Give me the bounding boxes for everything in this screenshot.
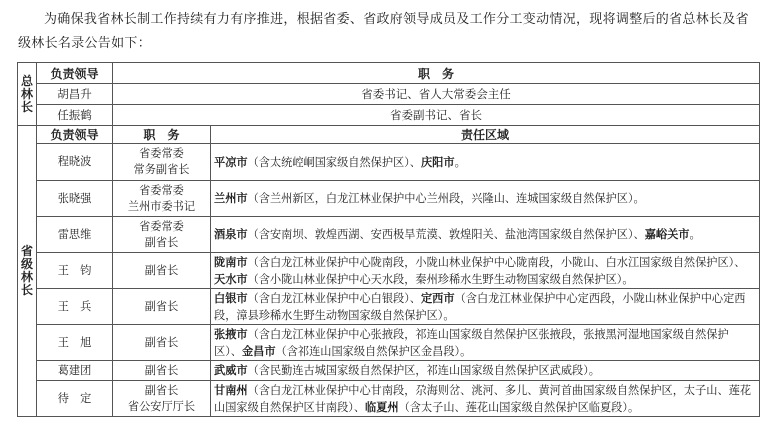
responsibility-area — [211, 217, 760, 253]
region-name: 天水市 — [214, 272, 248, 286]
region-name: 武威市 — [214, 364, 248, 377]
region-detail: （含太子山、莲花山国家级自然保护区临夏段）。 — [398, 400, 640, 414]
region-detail: （含白龙江林业保护中心白银段）、 — [247, 291, 421, 305]
table-row — [18, 181, 760, 217]
leader-name: 张晓强 — [37, 181, 113, 217]
region-detail: （含祁连山国家级自然保护区金昌段）。 — [275, 344, 472, 358]
region-detail: （含白龙江林业保护中心张掖段，祁连山国家级自然保护区张掖段，张掖黑河湿地国家级自然保护区）、 — [214, 327, 729, 358]
table-row — [18, 381, 760, 417]
responsibility-area — [211, 325, 760, 361]
leader-post: 副省长 — [113, 325, 211, 361]
leader-post: 副省长 — [113, 361, 211, 381]
region-detail: （含白龙江林业保护中心陇南段，小陇山林业保护中心陇南段，小陇山、白水江国家级自然保护区）、 — [247, 255, 746, 269]
header-leader: 负责领导 — [37, 126, 113, 144]
region-name: 定西市 — [420, 291, 455, 305]
leader-post: 副省长 — [113, 289, 211, 325]
region-name: 陇南市 — [214, 255, 248, 269]
leader-name: 王 旭 — [37, 325, 113, 361]
region-name: 嘉峪关市 — [644, 228, 690, 241]
table-row — [18, 289, 760, 325]
region-detail: 。 — [689, 228, 701, 241]
region-detail: （含小陇山林业保护中心天水段，秦州珍稀水生野生动物国家级自然保护区）。 — [247, 272, 634, 286]
region-name: 金昌市 — [241, 344, 276, 358]
responsibility-area — [211, 253, 760, 289]
leader-name: 任振鹤 — [37, 105, 113, 126]
leader-post: 省委常委 常务副省长 — [113, 144, 211, 181]
region-detail: （含太统崆峒国家级自然保护区）、 — [247, 155, 421, 169]
leader-name: 待 定 — [37, 381, 113, 417]
header-post: 职 务 — [113, 63, 760, 84]
table-row — [18, 217, 760, 253]
leader-post: 副省长 省公安厅厅长 — [113, 381, 211, 417]
table-row — [18, 144, 760, 181]
forest-chief-table — [17, 62, 760, 417]
leader-post: 省委常委 副省长 — [113, 217, 211, 253]
responsibility-area — [211, 181, 760, 217]
table-row — [18, 325, 760, 361]
region-detail: 。 — [454, 155, 466, 169]
responsibility-area — [211, 144, 760, 181]
region-name: 兰州市 — [214, 192, 248, 205]
table-row — [18, 105, 760, 126]
responsibility-area — [211, 289, 760, 325]
region-name: 张掖市 — [214, 327, 248, 341]
region-detail: （含白龙江林业保护中心定西段，小陇山林业保护中心定西段，漳县珍稀水生野生动物国家级自然保护区）。 — [214, 291, 746, 322]
leader-name: 雷思维 — [37, 217, 113, 253]
region-name: 白银市 — [214, 291, 248, 305]
header-post: 职 务 — [113, 126, 211, 144]
leader-post: 省委书记、省人大常委会主任 — [113, 84, 760, 105]
leader-name: 程晓波 — [37, 144, 113, 181]
leader-name: 胡昌升 — [37, 84, 113, 105]
table-row — [18, 253, 760, 289]
region-detail: （含兰州新区，白龙江林业保护中心兰州段，兴隆山、连城国家级自然保护区）。 — [247, 192, 645, 205]
region-name: 酒泉市 — [214, 228, 248, 241]
leader-post: 省委常委 兰州市委书记 — [113, 181, 211, 217]
header-leader: 负责领导 — [37, 63, 113, 84]
region-detail: （含白龙江林业保护中心甘南段，尕海则岔、洮河、多儿、黄河首曲国家级自然保护区，太子山、莲花山国家级自然保护区甘南段）、 — [214, 383, 752, 414]
responsibility-area — [211, 381, 760, 417]
region-name: 临夏州 — [365, 400, 399, 414]
leader-name: 王 钧 — [37, 253, 113, 289]
leader-post: 省委副书记、省长 — [113, 105, 760, 126]
section-label-provincial: 省 级 林 长 — [18, 126, 37, 417]
region-detail: （含安南坝、敦煌西湖、安西极旱荒漠、敦煌阳关、盐池湾国家级自然保护区）、 — [247, 228, 645, 241]
region-name: 庆阳市 — [420, 155, 455, 169]
intro-paragraph: 为确保我省林长制工作持续有力有序推进，根据省委、省政府领导成员及工作分工变动情况，现将调整后的省总林长及省级林长名录公告如下： — [18, 12, 749, 51]
table-row — [18, 84, 760, 105]
leader-post: 副省长 — [113, 253, 211, 289]
region-detail: （含民勤连古城国家级自然保护区，祁连山国家级自然保护区武威段）。 — [247, 364, 600, 377]
leader-name: 葛建团 — [37, 361, 113, 381]
table-row — [18, 361, 760, 381]
leader-name: 王 兵 — [37, 289, 113, 325]
section-label-general: 总 林 长 — [18, 63, 37, 126]
region-name: 平凉市 — [214, 155, 248, 169]
region-name: 甘南州 — [214, 383, 248, 397]
header-area: 责任区域 — [211, 126, 760, 144]
responsibility-area — [211, 361, 760, 381]
